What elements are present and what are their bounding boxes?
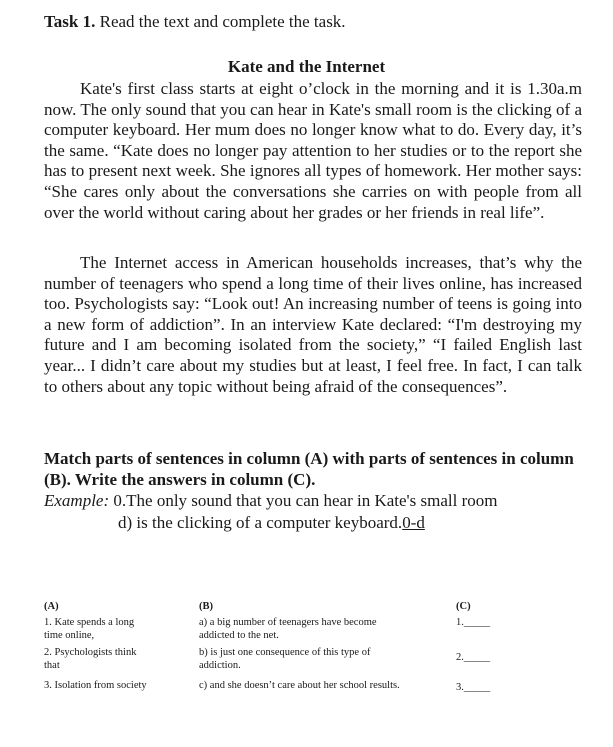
example-label: Example: — [44, 491, 110, 510]
row-2-answer-blank[interactable]: 2._____ — [456, 652, 491, 663]
example-answer: 0-d — [402, 513, 425, 532]
story-title: Kate and the Internet — [227, 57, 386, 76]
story-paragraph-1: Kate's first class starts at eight o’clock in the morning and it is 1.30a.m now. The only sound that you can hear in Kate's small room is the clicking of a computer keyboard. Her mum does no longer know what to do. Every day, it’s the same. “Kate does no longer pay attention to her studies or to the report she has to present next week. She ignores all types of homework. Her mother says: “She cares only about the conversations she carries on with people from all over the world without caring about her grades or her friends in real life”. — [44, 79, 582, 222]
row-3-answer-blank[interactable]: 3._____ — [456, 682, 491, 693]
row-1-b-line-2: addicted to the net. — [199, 630, 279, 641]
row-3-b-line-1: c) and she doesn’t care about her school results. — [199, 680, 400, 691]
story-paragraph-2: The Internet access in American households increases, that’s why the number of teenagers who spend a long time of their lives online, has increased too. Psychologists say: “Look out! An increasing number of teens is going into a new form of addiction”. In an interview Kate declared: “I'm destroying my future and I am becoming isolated from the society,” “I failed English last year... I didn’t care about my studies but at least, I feel free. In fact, I can talk to others about any topic without being afraid of the consequences”. — [44, 253, 582, 396]
example-text-1: 0.The only sound that you can hear in Kate's small room — [113, 491, 498, 510]
example-line-1 — [44, 491, 497, 511]
row-3-a-line-1: 3. Isolation from society — [44, 680, 147, 691]
column-c-header: (C) — [456, 601, 471, 612]
example-line-2 — [118, 513, 425, 533]
task-text: Read the text and complete the task. — [99, 12, 346, 31]
row-1-b-line-1: a) a big number of teenagers have become — [199, 617, 377, 628]
example-text-2: d) is the clicking of a computer keyboard. — [118, 513, 403, 532]
column-a-header: (A) — [44, 601, 59, 612]
task-label: Task 1. — [44, 12, 96, 31]
row-2-b-line-1: b) is just one consequence of this type of — [199, 647, 371, 658]
task-heading — [44, 12, 346, 32]
row-1-answer-blank[interactable]: 1._____ — [456, 617, 491, 628]
row-1-a-line-2: time online, — [44, 630, 95, 641]
row-2-a-line-1: 2. Psychologists think — [44, 647, 137, 658]
column-b-header: (B) — [199, 601, 213, 612]
row-2-b-line-2: addiction. — [199, 660, 241, 671]
row-1-a-line-1: 1. Kate spends a long — [44, 617, 135, 628]
match-instructions: Match parts of sentences in column (A) with parts of sentences in column (B). Write the answers in column (C). — [44, 449, 574, 489]
row-2-a-line-2: that — [44, 660, 60, 671]
